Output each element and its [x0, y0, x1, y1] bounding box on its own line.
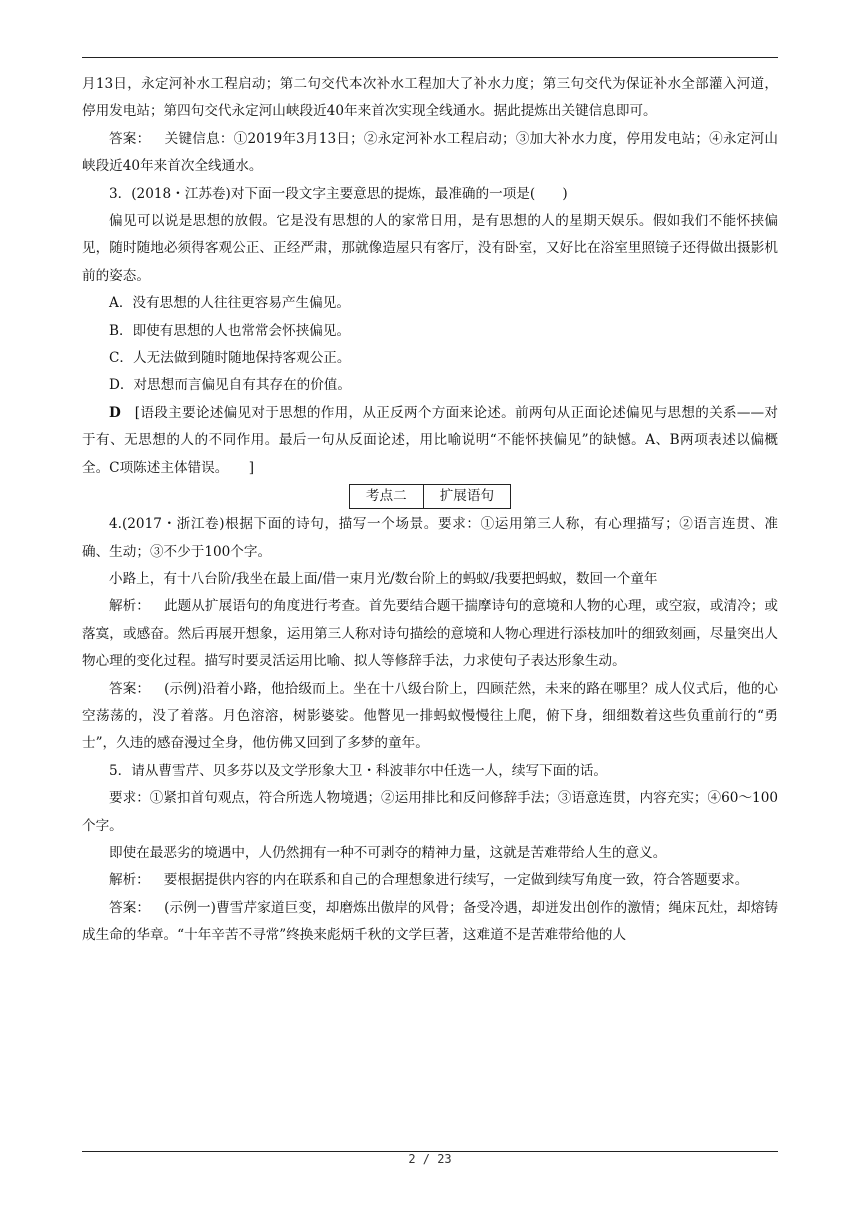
answer-label: 答案：: [109, 680, 151, 697]
question-5-answer: [82, 895, 778, 950]
question-5: 5．请从曹雪芹、贝多芬以及文学形象大卫・科波菲尔中任选一人，续写下面的话。: [109, 762, 608, 779]
answer-label: 答案：: [109, 899, 151, 916]
analysis-text: 要根据提供内容的内在联系和自己的合理想象进行续写，一定做到续写角度一致，符合答题要求。: [163, 872, 749, 889]
question-5-stem: 即使在最恶劣的境遇中，人仍然拥有一种不可剥夺的精神力量，这就是苦难带给人生的意义。: [109, 844, 667, 861]
section-title: 扩展语句: [423, 485, 510, 509]
section-number: 考点二: [349, 485, 423, 509]
option-c: C．人无法做到随时随地保持客观公正。: [109, 350, 351, 367]
question-3: 3．(2018・江苏卷)对下面一段文字主要意思的提炼，最准确的一项是( ): [109, 185, 568, 202]
answer-text: (示例一)曹雪芹家道巨变，却磨炼出傲岸的风骨；备受冷遇，却迸发出创作的激情；绳床瓦灶，却熔铸成生命的华章。“十年辛苦不寻常”终换来彪炳千秋的文学巨著，这难道不是苦难带给他的人: [82, 899, 778, 944]
question-4-poem: 小路上，有十八台阶/我坐在最上面/借一束月光/数台阶上的蚂蚁/我要把蚂蚁，数回一个童年: [109, 570, 658, 587]
question-4-analysis: [82, 593, 778, 675]
analysis-label: 解析：: [109, 598, 150, 615]
answer-label: 答案：: [109, 130, 151, 147]
paragraph-continuation: 月13日，永定河补水工程启动；第二句交代本次补水工程加大了补水力度；第三句交代为保证补水全部灌入河道，停用发电站；第四句交代永定河山峡段近40年来首次实现全线通水。据此提炼出关键信息即可。: [82, 76, 778, 120]
analysis-text: 此题从扩展语句的角度进行考查。首先要结合题干揣摩诗句的意境和人物的心理，或空寂，或清冷；或落寞，或感奋。然后再展开想象，运用第三人称对诗句描绘的意境和人物心理进行添枝加叶的细致刻画，尽量突出人物心理的变化过程。描写时要灵活运用比喻、拟人等修辞手法，力求使句子表达形象生动。: [82, 598, 778, 670]
section-heading-box: [349, 484, 511, 509]
option-d: D．对思想而言偏见自有其存在的价值。: [109, 377, 351, 394]
answer-paragraph: [82, 126, 778, 181]
question-5-analysis: [82, 867, 778, 894]
question-4: 4.(2017・浙江卷)根据下面的诗句，描写一个场景。要求：①运用第三人称，有心理描写；②语言连贯、准确、生动；③不少于100个字。: [82, 516, 778, 560]
page-number: 2 / 23: [408, 1152, 452, 1166]
question-3-passage: 偏见可以说是思想的放假。它是没有思想的人的家常日用，是有思想的人的星期天娱乐。假如我们不能怀挟偏见，随时随地必须得客观公正、正经严肃，那就像造屋只有客厅，没有卧室，又好比在浴室里照镜子还得做出摄影机前的姿态。: [82, 213, 778, 284]
option-a: A．没有思想的人往往更容易产生偏见。: [109, 295, 350, 312]
header-rule: [82, 57, 778, 58]
answer-3: [82, 400, 778, 482]
answer-3-letter: D: [109, 404, 121, 421]
answer-text: (示例)沿着小路，他拾级而上。坐在十八级台阶上，四顾茫然，未来的路在哪里？成人仪式后，他的心空荡荡的，没了着落。月色溶溶，树影婆娑。他瞥见一排蚂蚁慢慢往上爬，俯下身，细细数着这些负重前行的“勇士”，久违的感奋漫过全身，他仿佛又回到了多梦的童年。: [82, 680, 778, 752]
answer-text: 关键信息：①2019年3月13日；②永定河补水工程启动；③加大补水力度，停用发电站；④永定河山峡段近40年来首次全线通水。: [82, 130, 779, 175]
answer-3-explanation: [语段主要论述偏见对于思想的作用，从正反两个方面来论述。前两句从正面论述偏见与思想的关系——对于有、无思想的人的不同作用。最后一句从反面论述，用比喻说明“不能怀挟偏见”的缺憾。A、B两项表述以偏概全。C项陈述主体错误。 ]: [82, 404, 778, 476]
option-b: B．即使有思想的人也常常会怀挟偏见。: [109, 322, 351, 339]
document-body: [82, 71, 778, 950]
analysis-label: 解析：: [109, 872, 150, 889]
question-5-requirements: 要求：①紧扣首句观点，符合所选人物境遇；②运用排比和反问修辞手法；③语意连贯，内容充实；④60～100个字。: [82, 790, 778, 834]
question-4-answer: [82, 676, 778, 758]
